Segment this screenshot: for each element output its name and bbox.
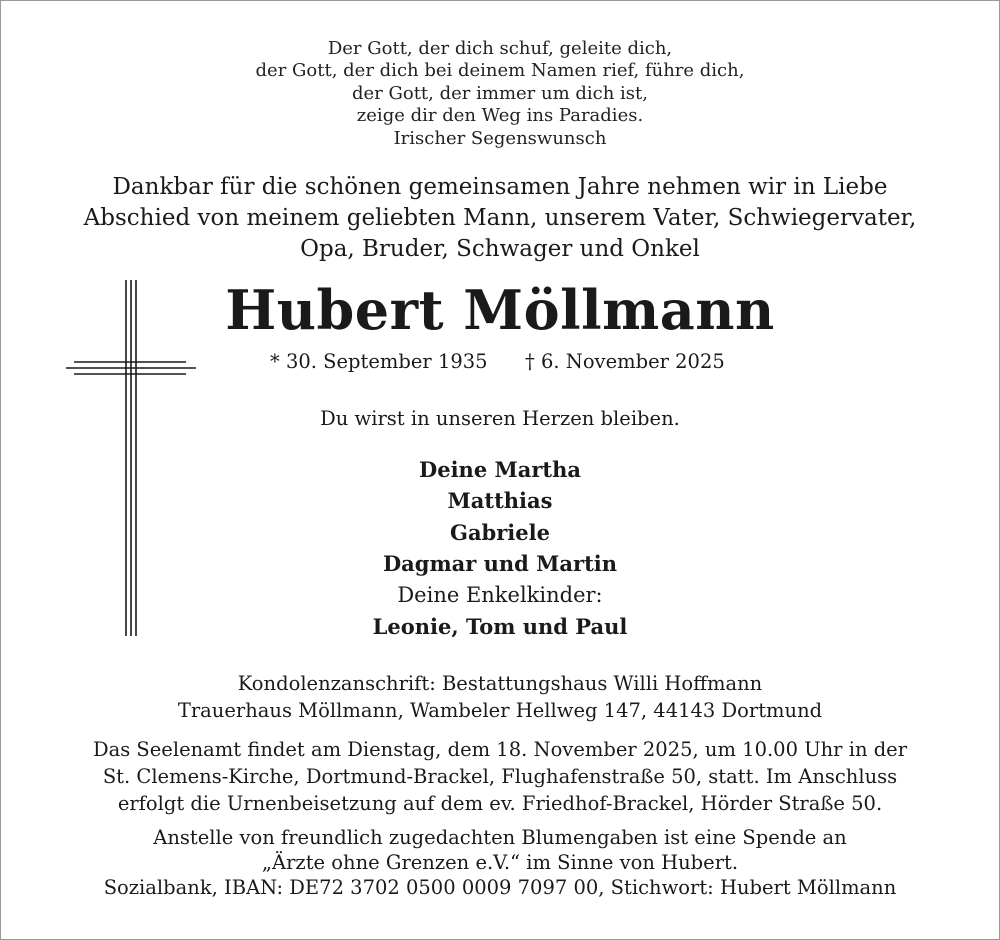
deceased-name: Hubert Möllmann	[225, 278, 775, 342]
family-child: Gabriele	[450, 519, 550, 545]
death-date: † 6. November 2025	[525, 350, 725, 373]
service-line: St. Clemens-Kirche, Dortmund-Brackel, Flughafenstraße 50, statt. Im Anschluss	[102, 765, 898, 788]
service-info	[0, 736, 1000, 817]
motto: Du wirst in unseren Herzen bleiben.	[320, 407, 680, 430]
intro-line: Dankbar für die schönen gemeinsamen Jahre nehmen wir in Liebe	[112, 174, 888, 200]
service-line: erfolgt die Urnenbeisetzung auf dem ev. Friedhof-Brackel, Hörder Straße 50.	[117, 792, 883, 815]
condolence-line: Kondolenzanschrift: Bestattungshaus Willi Hoffmann	[237, 672, 763, 695]
intro-text	[0, 172, 1000, 265]
grandchildren-names: Leonie, Tom und Paul	[372, 614, 628, 640]
family-child: Matthias	[447, 488, 553, 514]
intro-line: Opa, Bruder, Schwager und Onkel	[300, 236, 700, 262]
service-line: Das Seelenamt findet am Dienstag, dem 18. November 2025, um 10.00 Uhr in der	[92, 738, 908, 761]
poem-line: zeige dir den Weg ins Paradies.	[356, 105, 644, 127]
family-child: Dagmar und Martin	[382, 551, 618, 577]
condolence-line: Trauerhaus Möllmann, Wambeler Hellweg 147, 44143 Dortmund	[177, 699, 823, 722]
donation-line: Sozialbank, IBAN: DE72 3702 0500 0009 7097 00, Stichwort: Hubert Möllmann	[103, 876, 897, 899]
intro-line: Abschied von meinem geliebten Mann, unserem Vater, Schwiegervater,	[83, 205, 917, 231]
donation-line: „Ärzte ohne Grenzen e.V.“ im Sinne von Hubert.	[261, 851, 739, 874]
condolence-address	[0, 670, 1000, 724]
donation-info	[0, 825, 1000, 900]
birth-date: * 30. September 1935	[270, 350, 488, 373]
poem-line: der Gott, der immer um dich ist,	[351, 82, 648, 104]
poem	[0, 38, 1000, 150]
life-dates	[0, 350, 1000, 380]
donation-line: Anstelle von freundlich zugedachten Blumengaben ist eine Spende an	[153, 826, 847, 849]
family-wife: Deine Martha	[419, 457, 581, 482]
poem-source: Irischer Segenswunsch	[393, 127, 607, 149]
grandchildren-label: Deine Enkelkinder:	[397, 582, 603, 607]
poem-line: der Gott, der dich bei deinem Namen rief, führe dich,	[255, 60, 745, 82]
family-signatures	[0, 454, 1000, 642]
poem-line: Der Gott, der dich schuf, geleite dich,	[327, 38, 673, 59]
